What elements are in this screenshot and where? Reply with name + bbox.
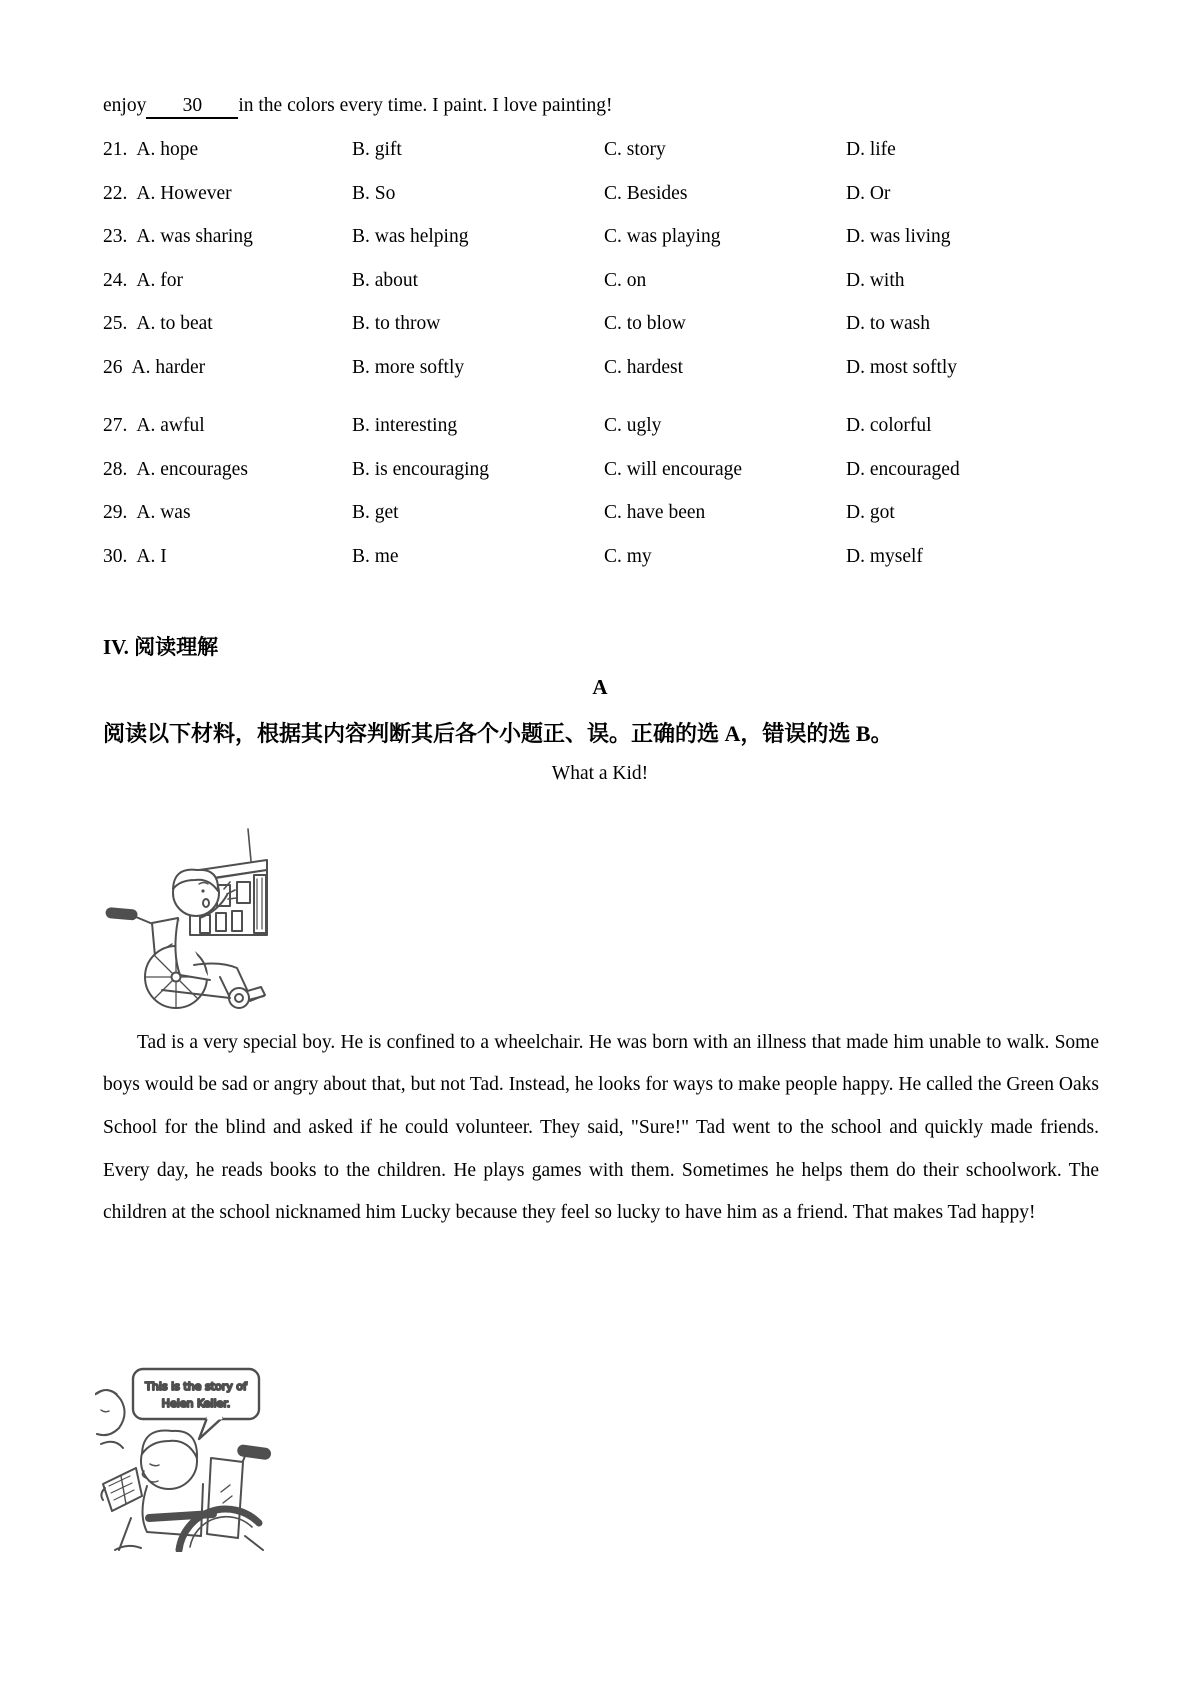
option-d: D. life — [846, 139, 896, 160]
speech-bubble-text-line1: This is the story of — [145, 1380, 247, 1393]
question-row-22 — [103, 183, 1113, 227]
option-d: D. got — [846, 502, 895, 523]
option-c: C. to blow — [604, 313, 686, 334]
option-cell-a — [103, 546, 352, 568]
option-c: C. was playing — [604, 226, 721, 247]
option-b: B. to throw — [352, 313, 441, 334]
question-number: 25. — [103, 313, 128, 334]
part-a-label: A — [592, 675, 608, 699]
option-a: A. was sharing — [136, 226, 253, 247]
question-number: 29. — [103, 502, 128, 523]
option-a: A. was — [136, 502, 191, 523]
section-heading: IV. 阅读理解 — [103, 635, 219, 659]
option-d: D. encouraged — [846, 458, 960, 480]
question-number: 26 — [103, 356, 123, 378]
question-number: 21. — [103, 139, 128, 160]
option-b: B. gift — [352, 139, 402, 160]
option-cell-a — [103, 270, 352, 292]
option-cell-a — [103, 459, 352, 481]
option-b: B. interesting — [352, 415, 458, 436]
question-row-29 — [103, 502, 1113, 546]
option-cell-a — [103, 226, 352, 248]
option-c: C. my — [604, 545, 652, 567]
wheelchair-school-illustration-icon — [100, 817, 272, 1009]
question-row-21 — [103, 139, 1113, 183]
cloze-passage-last-line — [103, 93, 613, 119]
option-d: D. colorful — [846, 415, 932, 436]
option-d: D. was living — [846, 226, 951, 247]
question-number: 23. — [103, 226, 128, 247]
option-b: B. more softly — [352, 356, 465, 378]
option-b: B. So — [352, 182, 396, 204]
option-a: A. hope — [136, 139, 199, 160]
option-b: B. me — [352, 545, 399, 567]
question-number: 22. — [103, 182, 128, 204]
option-d: D. to wash — [846, 313, 930, 334]
option-a: A. encourages — [136, 458, 248, 480]
option-cell-a — [103, 502, 352, 524]
question-number: 30. — [103, 545, 128, 567]
option-c: C. will encourage — [604, 458, 743, 480]
option-a: A. I — [136, 545, 167, 567]
question-row-23 — [103, 226, 1113, 270]
passage-title: What a Kid! — [551, 763, 649, 784]
option-b: B. about — [352, 269, 419, 291]
question-row-27 — [103, 415, 1113, 459]
option-a: A. awful — [136, 415, 205, 436]
option-d: D. with — [846, 269, 905, 291]
question-number: 24. — [103, 269, 128, 291]
question-row-26 — [103, 357, 1113, 401]
option-c: C. have been — [604, 502, 706, 523]
option-cell-a — [103, 313, 352, 335]
option-cell-a — [103, 183, 352, 205]
cloze-text-before-blank: enjoy — [103, 95, 147, 116]
question-row-30 — [103, 546, 1113, 590]
option-c: C. on — [604, 269, 647, 291]
question-number: 27. — [103, 415, 128, 436]
option-b: B. is encouraging — [352, 458, 490, 480]
reading-wheelchair-illustration-icon — [95, 1366, 285, 1552]
option-c: C. ugly — [604, 415, 662, 436]
option-a: A. However — [136, 182, 232, 204]
reading-instruction: 阅读以下材料，根据其内容判断其后各个小题正、误。正确的选 A，错误的选 B。 — [103, 721, 893, 746]
option-cell-a — [103, 357, 352, 379]
passage-paragraph: Tad is a very special boy. He is confined to a wheelchair. He was born with an illness that made him unable to walk. Some boys would be sad or angry about that, but not Tad. Instead, he looks for ways to make people happy. He called the Green Oaks School for the blind and asked if he could volunteer. They said, "Sure!" Tad went to the school and quickly made friends. Every day, he reads books to the children. He plays games with them. Sometimes he helps them do their schoolwork. The children at the school nicknamed him Lucky because they feel so lucky to have him as a friend. That makes Tad happy! — [103, 1031, 1099, 1224]
option-cell-a — [103, 415, 352, 437]
option-a: A. for — [136, 269, 183, 291]
question-row-28 — [103, 459, 1113, 503]
option-d: D. myself — [846, 545, 923, 567]
cloze-options-list — [103, 139, 1113, 589]
question-row-25 — [103, 313, 1113, 357]
option-c: C. story — [604, 139, 666, 160]
option-c: C. hardest — [604, 356, 684, 378]
option-a: A. harder — [131, 356, 206, 378]
option-cell-a — [103, 139, 352, 161]
speech-bubble — [133, 1369, 259, 1439]
option-b: B. was helping — [352, 226, 469, 247]
speech-bubble-text-line2: Helen Keller. — [161, 1397, 231, 1410]
question-number: 28. — [103, 458, 128, 480]
cloze-blank-30: 30 — [146, 95, 238, 119]
option-d: D. Or — [846, 182, 891, 204]
question-row-24 — [103, 270, 1113, 314]
option-c: C. Besides — [604, 182, 688, 204]
cloze-text-after-blank: in the colors every time. I paint. I love painting! — [238, 95, 613, 116]
option-a: A. to beat — [136, 313, 213, 334]
option-d: D. most softly — [846, 356, 958, 378]
option-b: B. get — [352, 502, 399, 523]
